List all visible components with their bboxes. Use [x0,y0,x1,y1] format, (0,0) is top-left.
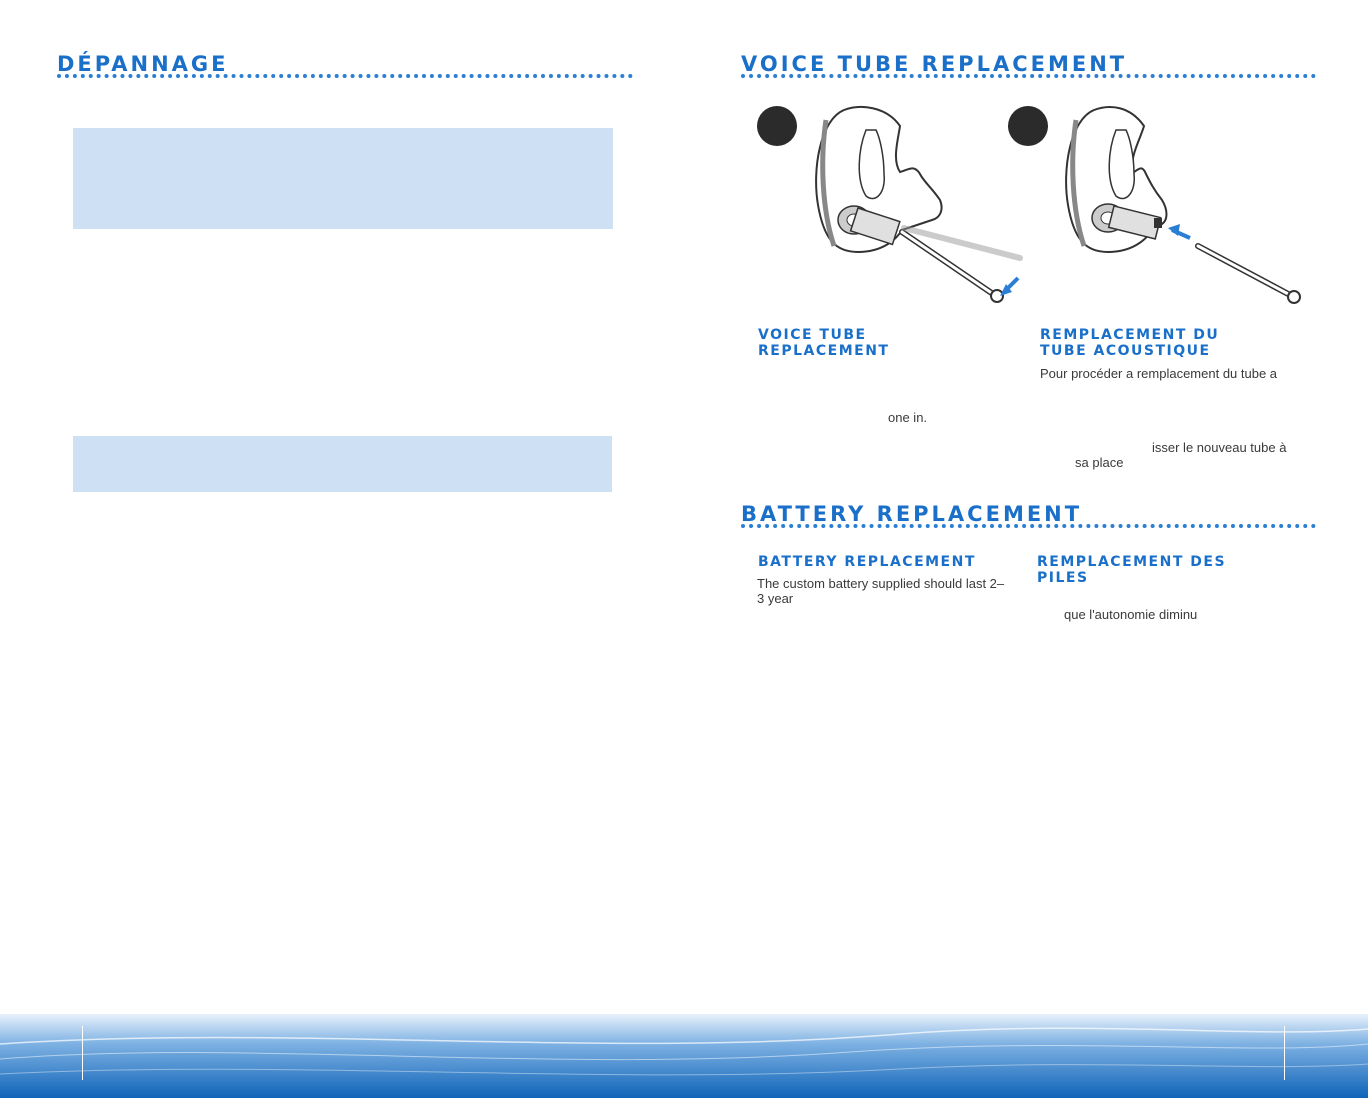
voice-tube-en-text: one in. [888,410,928,425]
shaded-panel-bottom [73,436,612,492]
battery-en-heading: BATTERY REPLACEMENT [758,554,976,570]
voice-tube-fr-heading: REMPLACEMENT DU TUBE ACOUSTIQUE [1040,327,1220,359]
battery-en-text: The custom battery supplied should last 2–3 year [757,576,1005,606]
battery-fr-heading: REMPLACEMENT DES PILES [1037,554,1227,586]
step-2-badge [1008,106,1048,146]
voice-tube-fr-text-2: isser le nouveau tube à [1152,440,1287,455]
battery-fr-text: que l'autonomie diminu [1064,607,1198,622]
voice-tube-fr-text-3: sa place [1075,455,1124,470]
footer-divider-left [82,1026,83,1080]
battery-title-divider [741,524,1316,528]
headset-illustration [800,100,1040,315]
voice-tube-title-divider [741,74,1316,78]
voice-tube-en-heading: VOICE TUBE REPLACEMENT [758,327,890,359]
shaded-panel-top [73,128,613,229]
footer-divider-right [1284,1026,1285,1080]
battery-section-title: BATTERY REPLACEMENT [741,502,1083,526]
voice-tube-fr-text-1: Pour procéder a remplacement du tube a [1040,366,1278,381]
left-title-divider [57,74,633,78]
step-1-badge [757,106,797,146]
footer-wave-banner [0,1014,1368,1098]
voice-tube-section-title: VOICE TUBE REPLACEMENT [741,52,1128,76]
left-section-title: DÉPANNAGE [57,52,229,76]
headset-illustration-2 [1050,100,1310,315]
